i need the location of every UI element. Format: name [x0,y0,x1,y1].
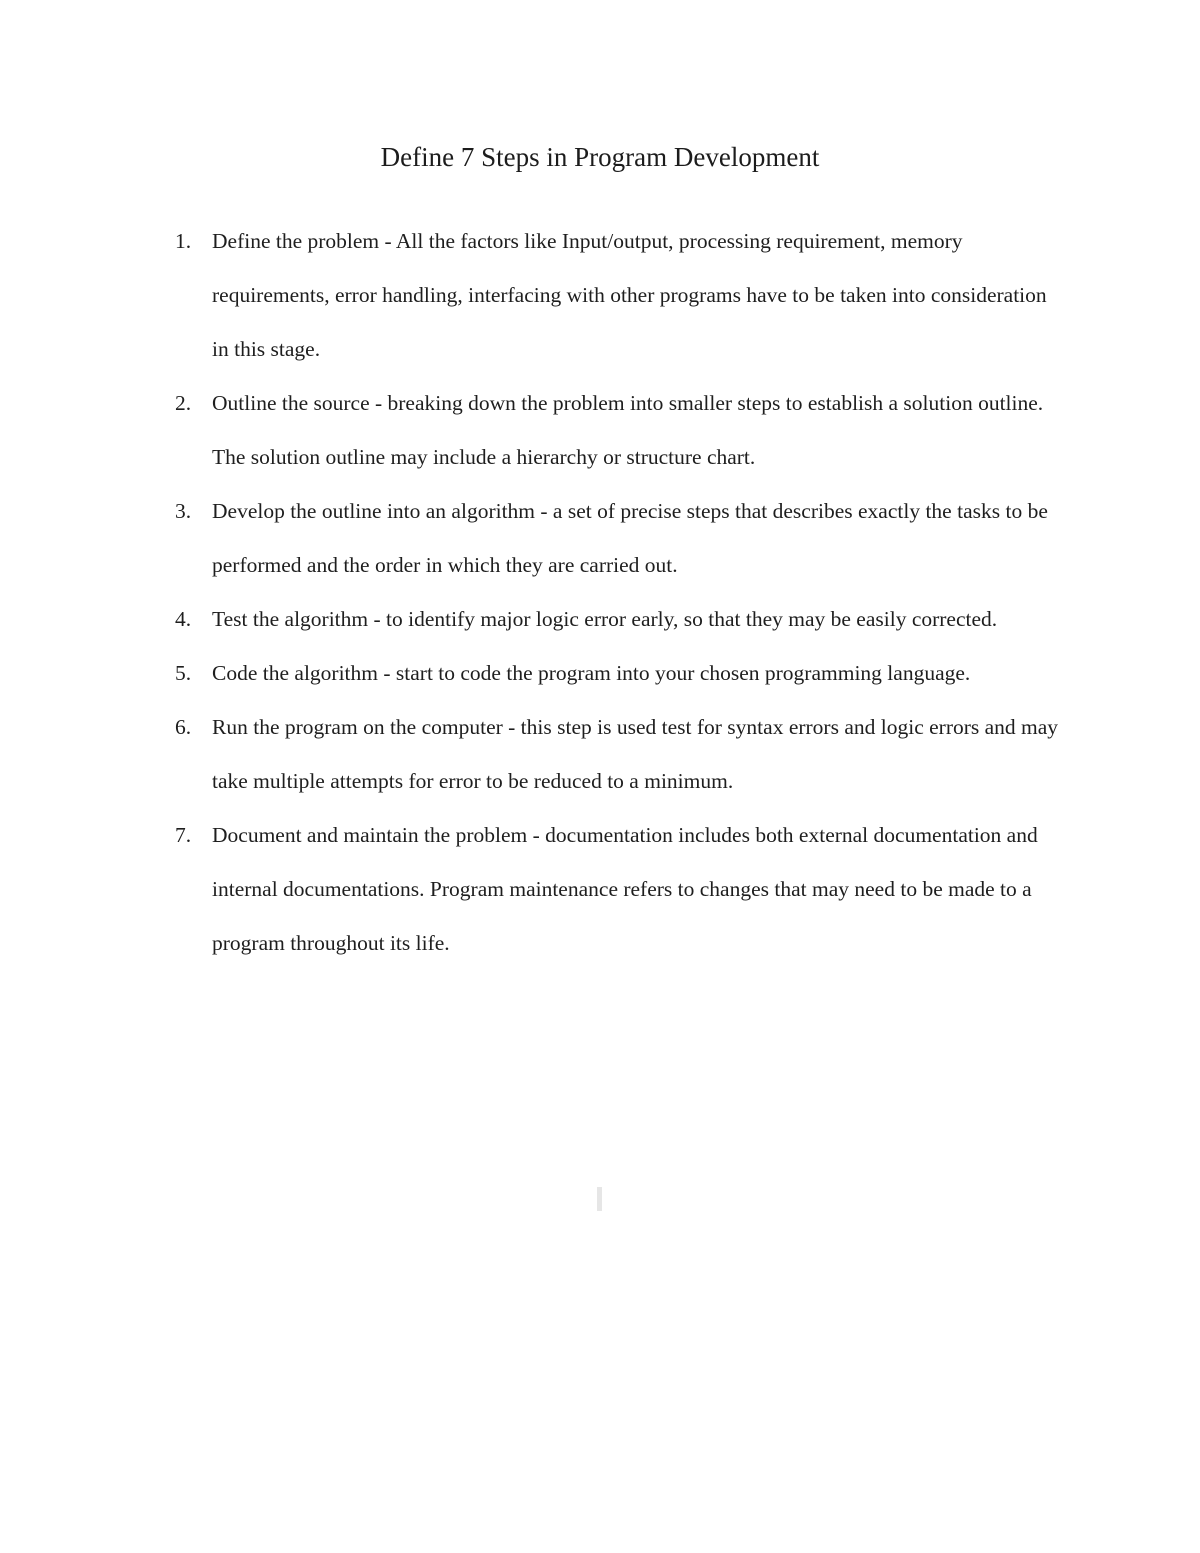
list-item-step-1 [175,214,1060,376]
step-number: 1. [175,229,192,253]
step-text: Run the program on the computer - this step is used test for syntax errors and logic errors and may take multiple attempts for error to be reduced to a minimum. [212,715,1059,793]
step-number: 4. [175,607,192,631]
list-item-step-5 [175,646,1060,700]
page-title: Define 7 Steps in Program Development [380,142,820,172]
list-item-step-4 [175,592,1060,646]
step-number: 2. [175,391,192,415]
step-number: 3. [175,499,192,523]
steps-list [175,214,1060,970]
list-item-step-2 [175,376,1060,484]
step-text: Test the algorithm - to identify major logic error early, so that they may be easily corrected. [212,607,998,631]
step-text: Develop the outline into an algorithm - a set of precise steps that describes exactly the tasks to be performed and the order in which they are carried out. [212,499,1048,577]
step-number: 7. [175,823,192,847]
list-item-step-3 [175,484,1060,592]
step-text: Define the problem - All the factors like Input/output, processing requirement, memory requirements, error handling, interfacing with other programs have to be taken into consideration in this stage. [212,229,1047,361]
step-number: 6. [175,715,192,739]
step-text: Document and maintain the problem - documentation includes both external documentation and internal documentations. Program maintenance refers to changes that may need to be made to a program throughout its life. [212,823,1038,955]
step-text: Outline the source - breaking down the problem into smaller steps to establish a solution outline. The solution outline may include a hierarchy or structure chart. [212,391,1044,469]
step-number: 5. [175,661,192,685]
step-text: Code the algorithm - start to code the program into your chosen programming language. [212,661,971,685]
list-item-step-6 [175,700,1060,808]
list-item-step-7 [175,808,1060,970]
text-cursor-mark [597,1187,602,1211]
